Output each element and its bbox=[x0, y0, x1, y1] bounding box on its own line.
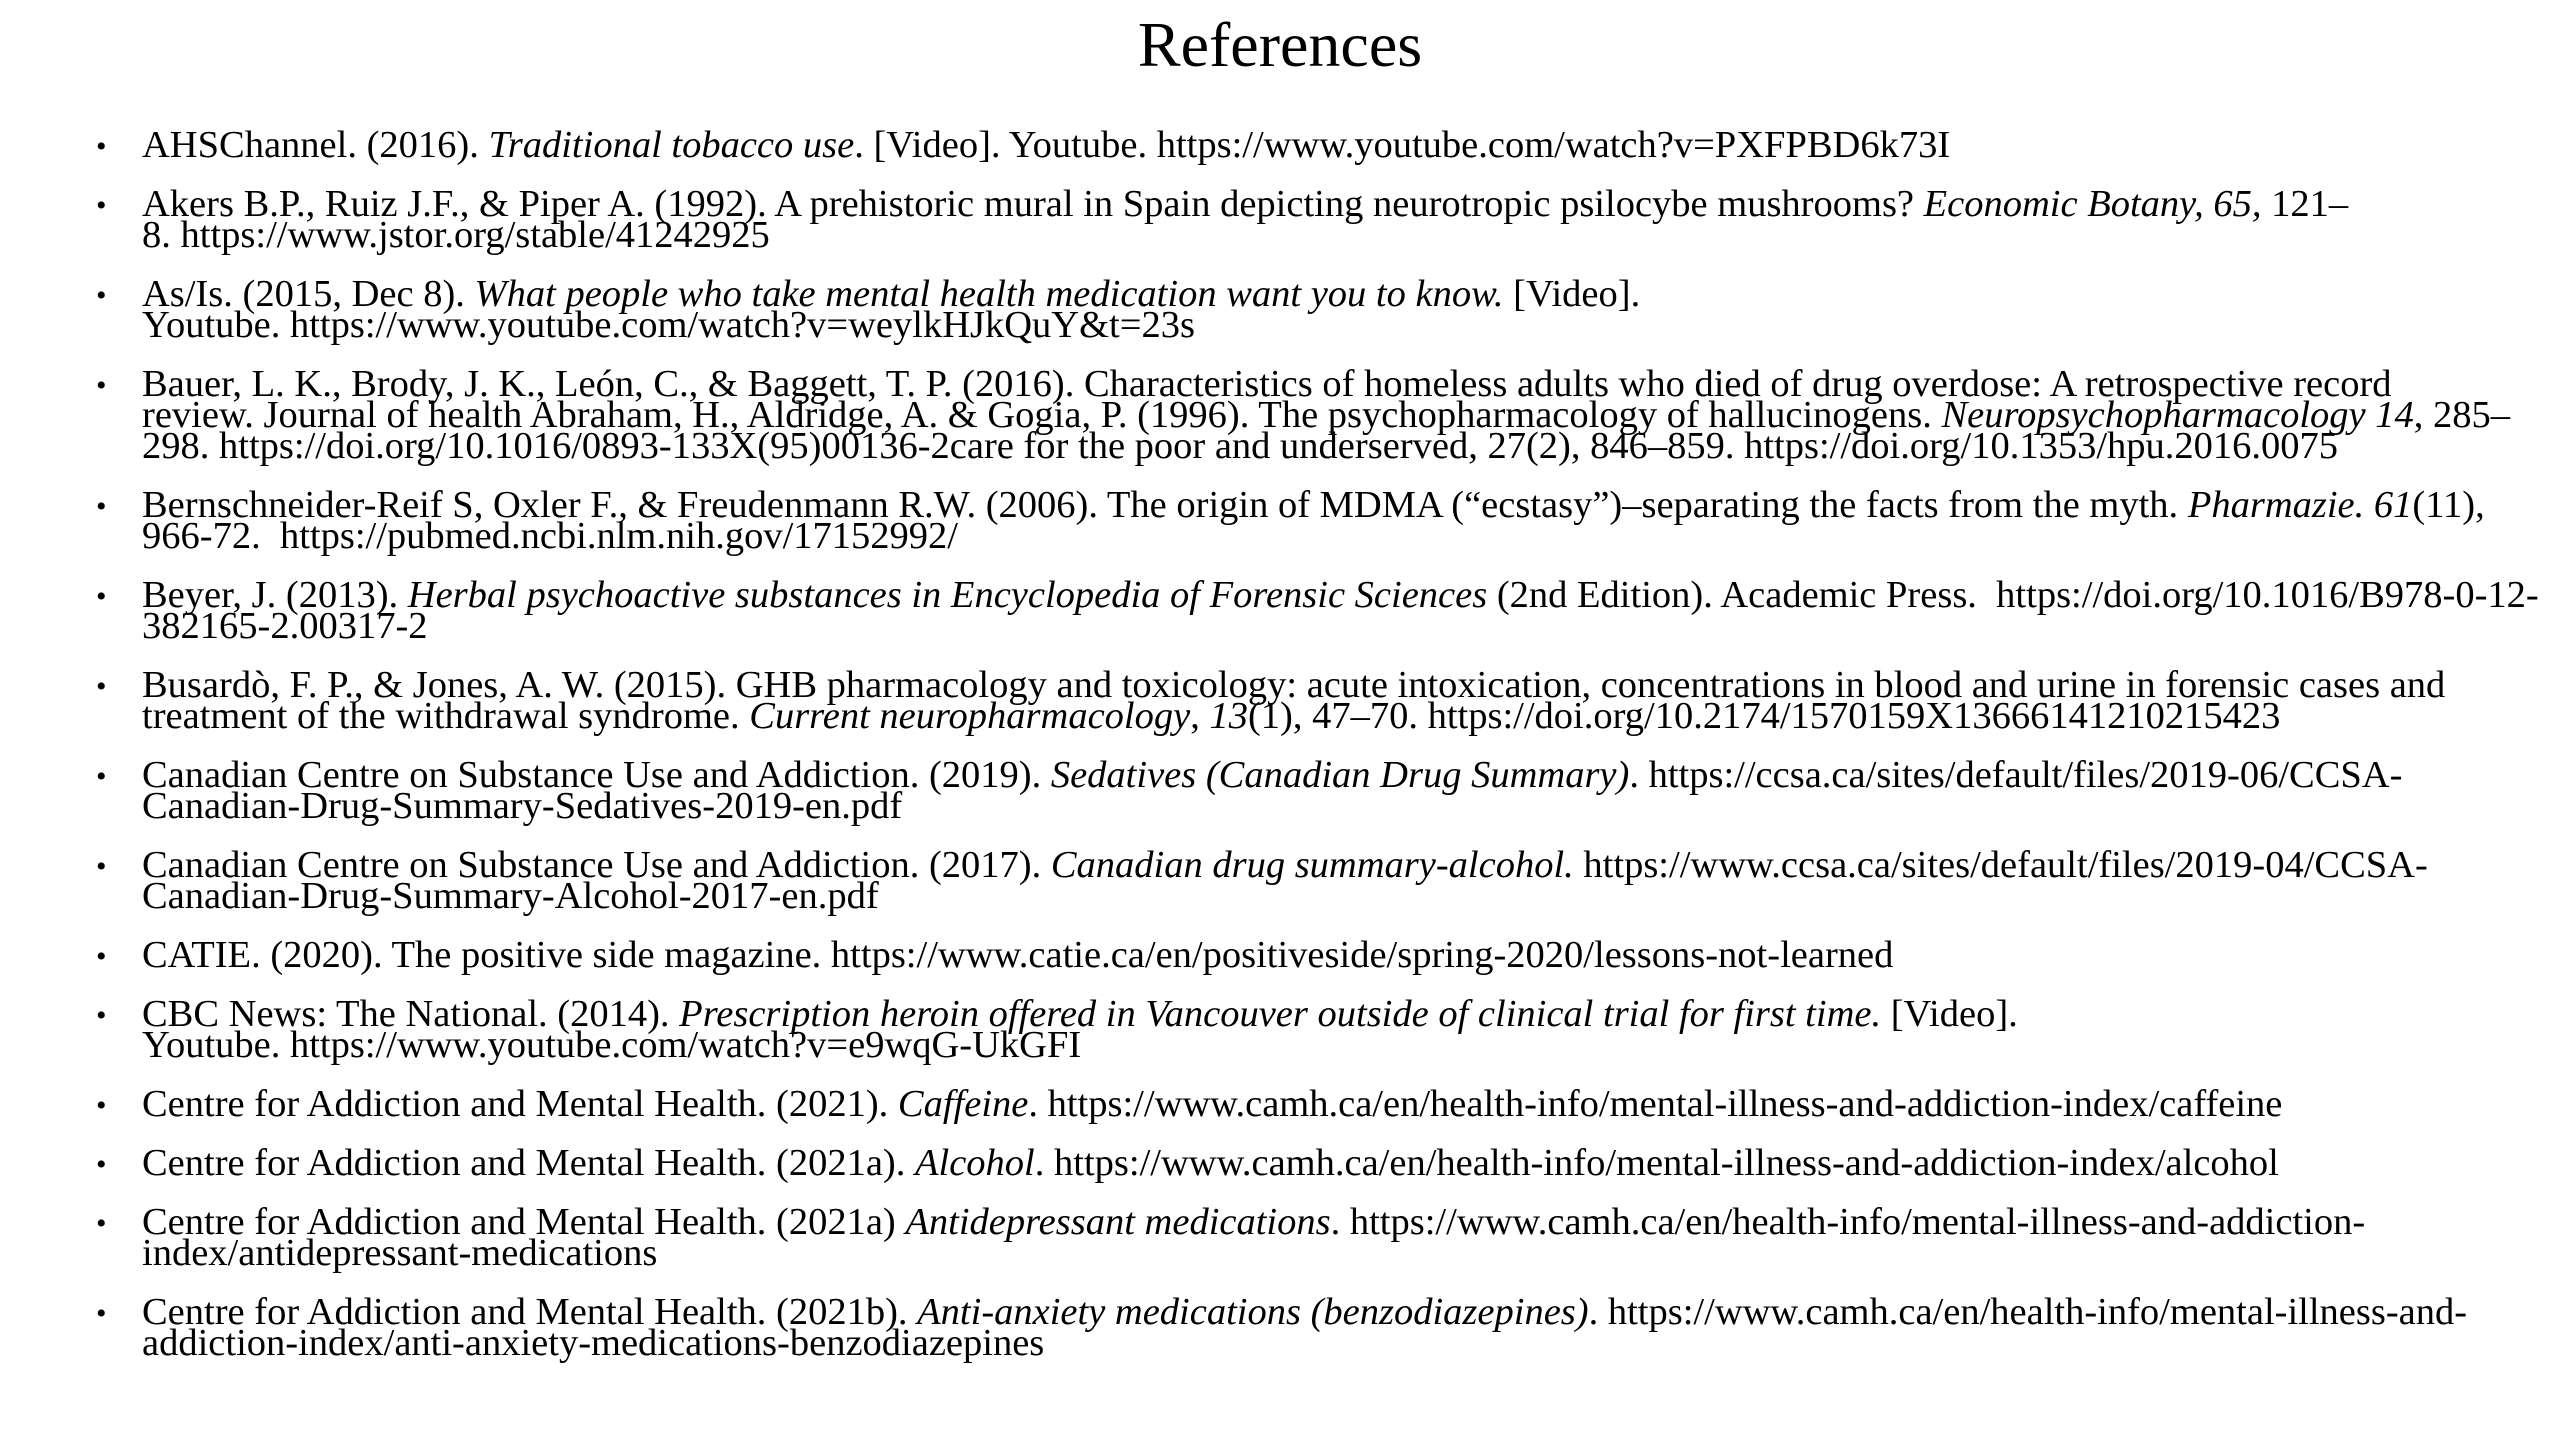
reference-segment: . https://www.camh.ca/en/health-info/mental-illness-and-addiction- bbox=[1330, 1201, 2366, 1243]
reference-segment: Bauer, L. K., Brody, J. K., León, C., & Baggett, T. P. (2016). Characteristics of homeless adults who died of drug overdose: A retrospective record bbox=[142, 363, 2392, 405]
reference-segment: treatment of the withdrawal syndrome. bbox=[142, 695, 750, 737]
reference-segment: . [Video]. Youtube. https://www.youtube.com/watch?v=PXFPBD6k73I bbox=[854, 124, 1951, 166]
reference-segment: Centre for Addiction and Mental Health. (2021b). bbox=[142, 1291, 918, 1333]
reference-segment: 298. https://doi.org/10.1016/0893-133X(95)00136-2care for the poor and underserved, 27(2), 846–859. https://doi.org/10.1353/hpu.2016.0075 bbox=[142, 425, 2339, 467]
references-list bbox=[0, 124, 2560, 1364]
reference-text bbox=[142, 664, 2560, 737]
reference-line bbox=[142, 1142, 2560, 1184]
reference-text bbox=[142, 363, 2560, 467]
reference-segment: Youtube. https://www.youtube.com/watch?v=e9wqG-UkGFI bbox=[142, 1024, 1082, 1066]
reference-segment-italic: Anti-anxiety medications (benzodiazepines) bbox=[917, 1291, 1589, 1333]
reference-item bbox=[96, 754, 2560, 827]
reference-item bbox=[96, 363, 2560, 467]
bullet-icon: • bbox=[96, 999, 107, 1032]
reference-segment-italic: Traditional tobacco use bbox=[488, 124, 855, 166]
reference-item bbox=[96, 844, 2560, 917]
reference-text bbox=[142, 844, 2560, 917]
reference-line bbox=[142, 695, 2560, 737]
bullet-icon: • bbox=[96, 940, 107, 973]
reference-segment-italic: Canadian drug summary-alcohol. bbox=[1050, 844, 1574, 886]
reference-segment: Canadian Centre on Substance Use and Addiction. (2019). bbox=[142, 754, 1051, 796]
bullet-icon: • bbox=[96, 1207, 107, 1240]
reference-segment: Bernschneider-Reif S, Oxler F., & Freudenmann R.W. (2006). The origin of MDMA (“ecstasy”)–separating the facts from the myth. bbox=[142, 484, 2188, 526]
bullet-icon: • bbox=[96, 1148, 107, 1181]
reference-text bbox=[142, 574, 2560, 647]
reference-segment: AHSChannel. (2016). bbox=[142, 124, 489, 166]
reference-item bbox=[96, 1083, 2560, 1125]
reference-segment-italic: Economic Botany, 65, bbox=[1923, 183, 2262, 225]
reference-item bbox=[96, 484, 2560, 557]
reference-segment-italic: Antidepressant medications bbox=[905, 1201, 1331, 1243]
reference-text bbox=[142, 484, 2560, 557]
reference-segment-italic: Alcohol bbox=[915, 1142, 1035, 1184]
reference-item bbox=[96, 664, 2560, 737]
reference-text bbox=[142, 124, 2560, 166]
reference-segment-italic: 13 bbox=[1209, 695, 1248, 737]
bullet-icon: • bbox=[96, 580, 107, 613]
reference-segment: (2nd Edition). Academic Press. https://doi.org/10.1016/B978-0-12- bbox=[1487, 574, 2539, 616]
reference-segment: 382165-2.00317-2 bbox=[142, 605, 428, 647]
reference-segment: . https://ccsa.ca/sites/default/files/2019-06/CCSA- bbox=[1629, 754, 2403, 796]
reference-line bbox=[142, 934, 2560, 976]
reference-segment: Canadian Centre on Substance Use and Addiction. (2017). bbox=[142, 844, 1051, 886]
reference-line bbox=[142, 574, 2560, 616]
reference-text bbox=[142, 1083, 2560, 1125]
reference-segment: Canadian-Drug-Summary-Alcohol-2017-en.pdf bbox=[142, 875, 879, 917]
reference-segment: . https://www.camh.ca/en/health-info/mental-illness-and-addiction-index/alcohol bbox=[1034, 1142, 2279, 1184]
reference-item bbox=[96, 1291, 2560, 1364]
reference-item bbox=[96, 993, 2560, 1066]
reference-line bbox=[142, 1083, 2560, 1125]
reference-line bbox=[142, 425, 2560, 467]
reference-item bbox=[96, 124, 2560, 166]
reference-segment: Centre for Addiction and Mental Health. (2021a) bbox=[142, 1201, 906, 1243]
bullet-icon: • bbox=[96, 189, 107, 222]
bullet-icon: • bbox=[96, 760, 107, 793]
bullet-icon: • bbox=[96, 490, 107, 523]
reference-segment-italic: Pharmazie. 61 bbox=[2187, 484, 2413, 526]
bullet-icon: • bbox=[96, 279, 107, 312]
reference-segment: Canadian-Drug-Summary-Sedatives-2019-en.pdf bbox=[142, 785, 903, 827]
reference-text bbox=[142, 934, 2560, 976]
reference-text bbox=[142, 754, 2560, 827]
reference-segment-italic: Prescription heroin offered in Vancouver outside of clinical trial for first time. bbox=[679, 993, 1882, 1035]
reference-item bbox=[96, 183, 2560, 256]
reference-item bbox=[96, 273, 2560, 346]
reference-segment: Centre for Addiction and Mental Health. (2021). bbox=[142, 1083, 898, 1125]
reference-segment-italic: What people who take mental health medication want you to know. bbox=[474, 273, 1504, 315]
reference-segment: Beyer, J. (2013). bbox=[142, 574, 408, 616]
reference-text bbox=[142, 1201, 2560, 1274]
reference-segment-italic: Caffeine bbox=[897, 1083, 1029, 1125]
bullet-icon: • bbox=[96, 130, 107, 163]
reference-text bbox=[142, 273, 2560, 346]
reference-segment: 8. https://www.jstor.org/stable/41242925 bbox=[142, 214, 770, 256]
reference-segment: CATIE. (2020). The positive side magazine. https://www.catie.ca/en/positiveside/spring-2020/lessons-not-learned bbox=[142, 934, 1894, 976]
page-title: References bbox=[1137, 9, 1423, 80]
reference-segment: Youtube. https://www.youtube.com/watch?v=weylkHJkQuY&t=23s bbox=[142, 304, 1195, 346]
reference-segment: (1), 47–70. https://doi.org/10.2174/1570159X13666141210215423 bbox=[1247, 695, 2281, 737]
reference-segment: . https://www.camh.ca/en/health-info/mental-illness-and- bbox=[1588, 1291, 2468, 1333]
reference-line bbox=[142, 124, 2560, 166]
reference-segment-italic: Herbal psychoactive substances in Encyclopedia of Forensic Sciences bbox=[407, 574, 1488, 616]
reference-text bbox=[142, 183, 2560, 256]
reference-segment-italic: Sedatives (Canadian Drug Summary) bbox=[1050, 754, 1630, 796]
reference-segment: CBC News: The National. (2014). bbox=[142, 993, 680, 1035]
reference-segment: index/antidepressant-medications bbox=[142, 1232, 658, 1274]
reference-segment: 966-72. https://pubmed.ncbi.nlm.nih.gov/17152992/ bbox=[142, 515, 958, 557]
reference-segment: [Video]. bbox=[1881, 993, 2018, 1035]
reference-segment: Akers B.P., Ruiz J.F., & Piper A. (1992). A prehistoric mural in Spain depicting neurotropic psilocybe mushrooms? bbox=[142, 183, 1924, 225]
reference-segment: Busardò, F. P., & Jones, A. W. (2015). GHB pharmacology and toxicology: acute intoxication, concentrations in blood and urine in forensic cases and bbox=[142, 664, 2446, 706]
bullet-icon: • bbox=[96, 850, 107, 883]
reference-segment: , 285– bbox=[2413, 394, 2511, 436]
reference-segment: . https://www.camh.ca/en/health-info/mental-illness-and-addiction-index/caffeine bbox=[1028, 1083, 2283, 1125]
reference-text bbox=[142, 1291, 2560, 1364]
reference-segment: As/Is. (2015, Dec 8). bbox=[142, 273, 475, 315]
reference-item bbox=[96, 1201, 2560, 1274]
reference-segment: Centre for Addiction and Mental Health. (2021a). bbox=[142, 1142, 915, 1184]
reference-segment: https://www.ccsa.ca/sites/default/files/2019-04/CCSA- bbox=[1573, 844, 2428, 886]
reference-segment-italic: Current neuropharmacology bbox=[749, 695, 1191, 737]
reference-item bbox=[96, 934, 2560, 976]
reference-segment: , bbox=[1190, 695, 1210, 737]
reference-segment: (11), bbox=[2412, 484, 2485, 526]
bullet-icon: • bbox=[96, 369, 107, 402]
reference-segment: addiction-index/anti-anxiety-medications-benzodiazepines bbox=[142, 1322, 1045, 1364]
reference-segment: [Video]. bbox=[1503, 273, 1641, 315]
reference-item bbox=[96, 574, 2560, 647]
reference-item bbox=[96, 1142, 2560, 1184]
reference-segment: review. Journal of health Abraham, H., Aldridge, A. & Gogia, P. (1996). The psychopharmacology of hallucinogens. bbox=[142, 394, 1942, 436]
bullet-icon: • bbox=[96, 1297, 107, 1330]
reference-text bbox=[142, 993, 2560, 1066]
reference-segment: 121– bbox=[2261, 183, 2349, 225]
bullet-icon: • bbox=[96, 1089, 107, 1122]
reference-segment-italic: Neuropsychopharmacology 14 bbox=[1941, 394, 2414, 436]
reference-text bbox=[142, 1142, 2560, 1184]
bullet-icon: • bbox=[96, 670, 107, 703]
